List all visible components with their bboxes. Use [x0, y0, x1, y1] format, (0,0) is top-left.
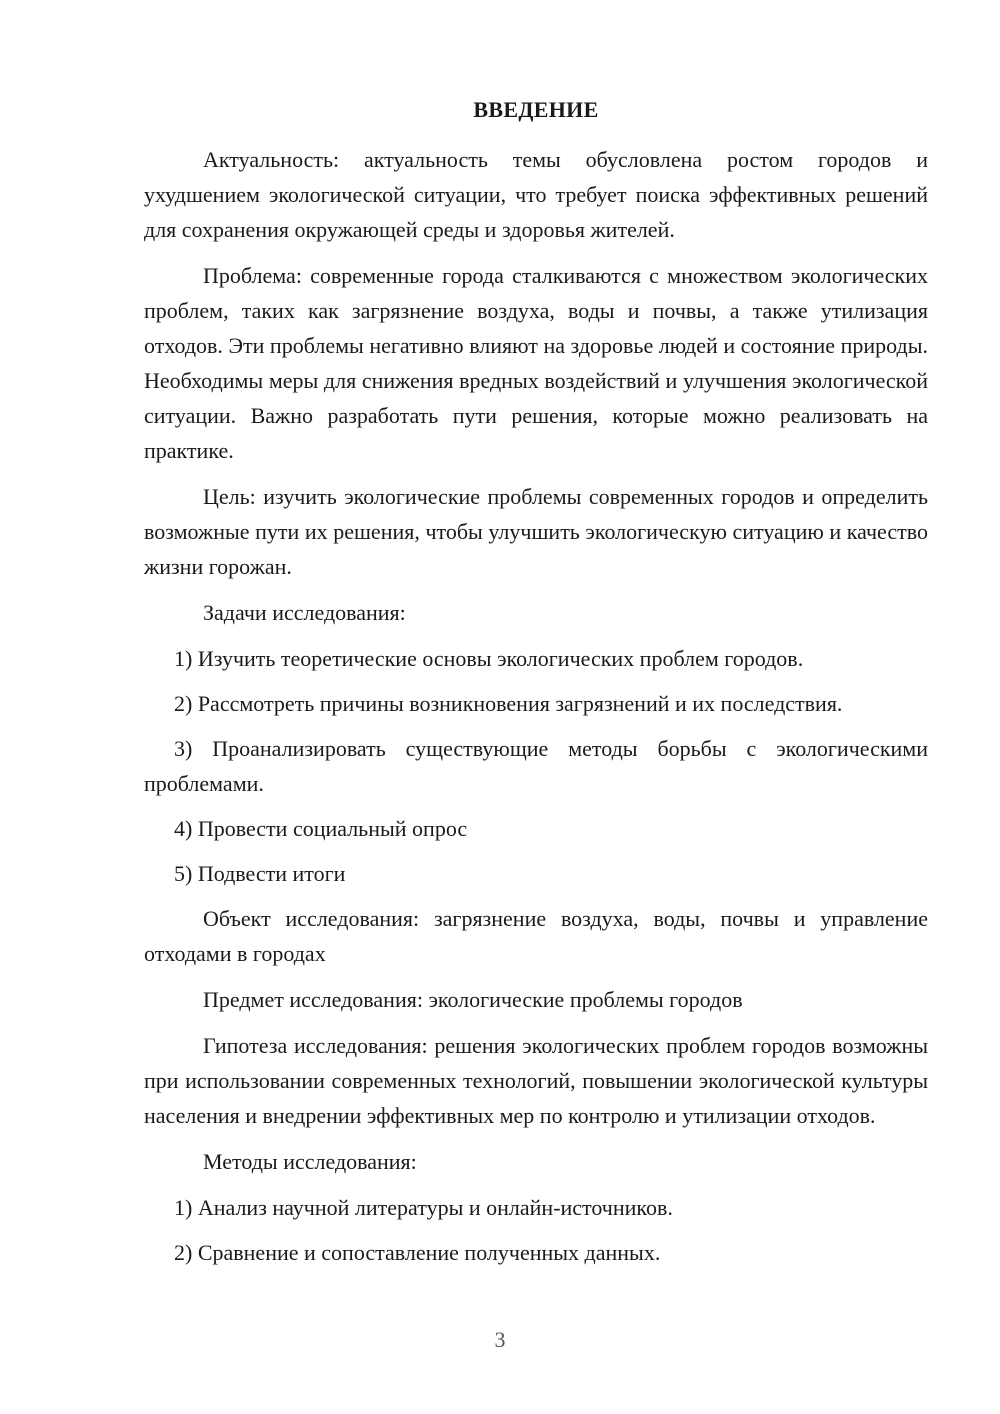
method-item: 2) Сравнение и сопоставление полученных данных.: [174, 1240, 661, 1265]
task-item: 5) Подвести итоги: [174, 861, 346, 886]
task-item: 1) Изучить теоретические основы экологических проблем городов.: [174, 646, 804, 671]
page-content: [144, 94, 928, 1280]
task-item: 3) Проанализировать существующие методы борьбы с экологическими проблемами.: [144, 736, 928, 796]
section-title: ВВЕДЕНИЕ: [473, 97, 599, 122]
subject-paragraph: Предмет исследования: экологические проблемы городов: [203, 987, 743, 1012]
relevance-paragraph: Актуальность: актуальность темы обусловлена ростом городов и ухудшением экологической ситуации, что требует поиска эффективных решений для сохранения окружающей среды и здоровья жителей.: [144, 147, 928, 242]
hypothesis-paragraph: Гипотеза исследования: решения экологических проблем городов возможны при использовании современных технологий, повышении экологической культуры населения и внедрении эффективных мер по контролю и утилизации отходов.: [144, 1033, 928, 1128]
task-item: 2) Рассмотреть причины возникновения загрязнений и их последствия.: [174, 691, 843, 716]
method-item: 1) Анализ научной литературы и онлайн-источников.: [174, 1195, 673, 1220]
task-item: 4) Провести социальный опрос: [174, 816, 468, 841]
methods-heading: Методы исследования:: [203, 1149, 417, 1174]
problem-paragraph: Проблема: современные города сталкиваются с множеством экологических проблем, таких как загрязнение воздуха, воды и почвы, а также утилизация отходов. Эти проблемы негативно влияют на здоровье людей и состояние природы. Необходимы меры для снижения вредных воздействий и улучшения экологической ситуации. Важно разработать пути решения, которые можно реализовать на практике.: [144, 263, 928, 463]
goal-paragraph: Цель: изучить экологические проблемы современных городов и определить возможные пути их решения, чтобы улучшить экологическую ситуацию и качество жизни горожан.: [144, 484, 928, 579]
object-paragraph: Объект исследования: загрязнение воздуха, воды, почвы и управление отходами в городах: [144, 906, 928, 966]
tasks-heading: Задачи исследования:: [203, 600, 406, 625]
page-number: 3: [494, 1327, 506, 1352]
